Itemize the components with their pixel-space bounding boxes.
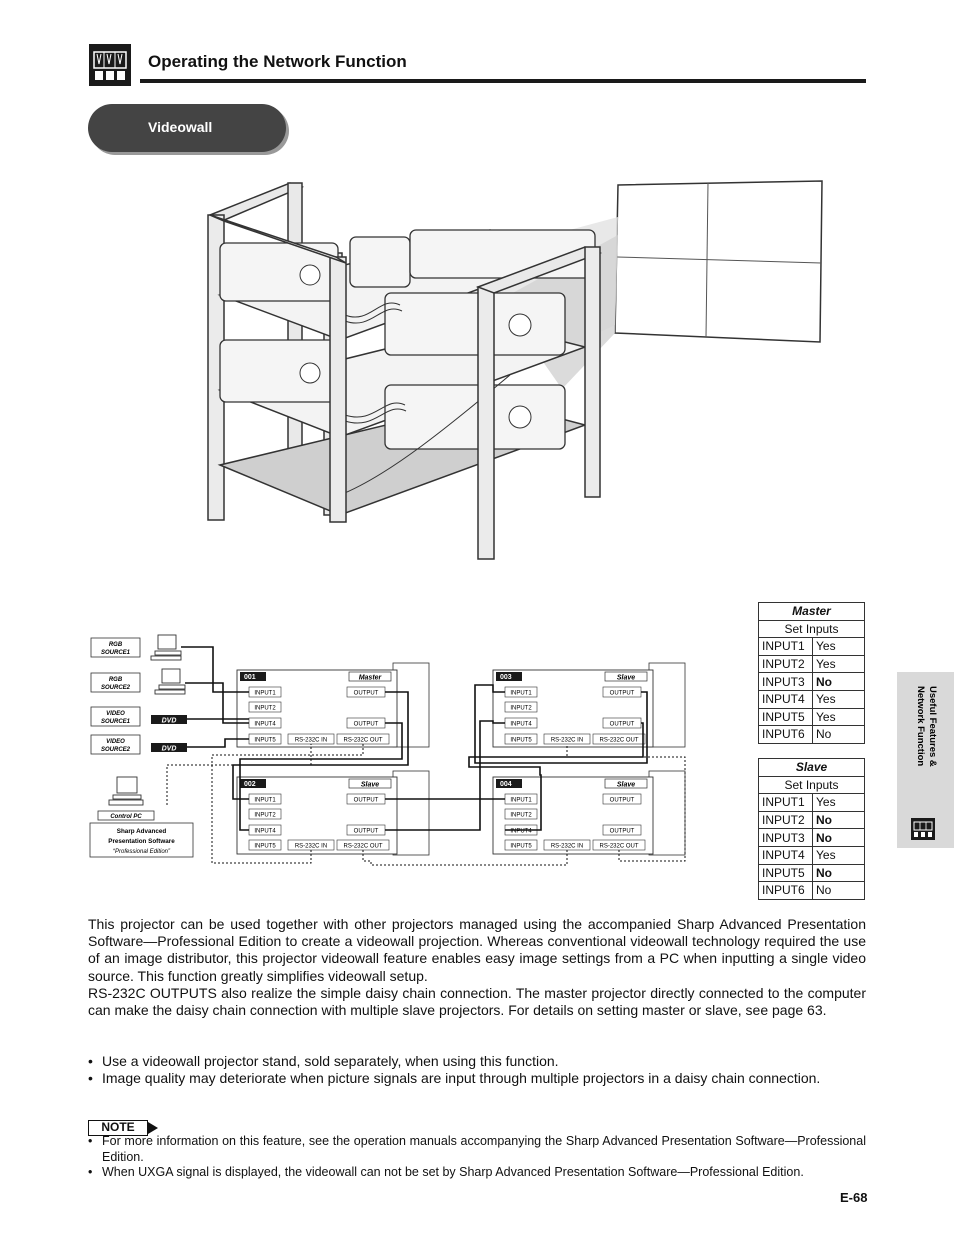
page-number: E-68 — [840, 1190, 868, 1205]
svg-text:Slave: Slave — [360, 781, 380, 789]
note-label: NOTE — [88, 1120, 148, 1136]
table-row: INPUT4 Yes — [759, 846, 865, 864]
svg-text:INPUT1: INPUT1 — [254, 797, 276, 804]
projector-003 — [493, 663, 685, 747]
svg-text:RS-232C OUT: RS-232C OUT — [599, 843, 639, 850]
source-video-2 — [91, 735, 140, 754]
svg-text:INPUT5: INPUT5 — [254, 737, 276, 744]
svg-text:RS-232C OUT: RS-232C OUT — [599, 737, 639, 744]
list-item: • Image quality may deteriorate when picture signals are input through multiple projectors in a daisy chain connection. — [88, 1070, 866, 1087]
software-label — [90, 823, 193, 857]
paragraph: RS-232C OUTPUTS also realize the simple daisy chain connection. The master projector directly connected to the computer can make the daisy chain connection with multiple slave projectors. For details on setting master or slave, see page 63. — [88, 984, 866, 1019]
svg-text:OUTPUT: OUTPUT — [353, 690, 379, 697]
section-label-text: Videowall — [148, 119, 213, 135]
svg-text:RS-232C IN: RS-232C IN — [550, 737, 584, 744]
svg-text:“Professional Edition”: “Professional Edition” — [112, 849, 171, 855]
svg-text:VIDEO: VIDEO — [106, 711, 125, 717]
svg-text:OUTPUT: OUTPUT — [353, 721, 379, 728]
note-arrow-icon — [148, 1122, 158, 1134]
source-video-1 — [91, 707, 140, 726]
dvd-player-icon — [151, 715, 187, 725]
svg-text:Useful Features &: Useful Features & — [927, 686, 938, 767]
svg-text:INPUT2: INPUT2 — [254, 812, 276, 819]
svg-text:INPUT4: INPUT4 — [510, 721, 532, 728]
svg-text:INPUT4: INPUT4 — [254, 828, 276, 835]
table-subheader: Set Inputs — [759, 776, 865, 794]
svg-text:INPUT2: INPUT2 — [254, 705, 276, 712]
connection-diagram — [85, 625, 705, 870]
svg-text:DVD: DVD — [161, 745, 177, 753]
svg-text:RGB: RGB — [108, 677, 123, 683]
table-row: INPUT2 No — [759, 811, 865, 829]
svg-text:INPUT2: INPUT2 — [510, 812, 532, 819]
svg-text:SOURCE1: SOURCE1 — [100, 719, 131, 725]
projector-001 — [237, 663, 429, 747]
svg-text:INPUT5: INPUT5 — [510, 737, 532, 744]
list-item: • When UXGA signal is displayed, the videowall can not be set by Sharp Advanced Presentation Software—Professional Edition. — [88, 1165, 866, 1181]
svg-text:002: 002 — [244, 781, 256, 788]
note-list — [88, 1134, 866, 1181]
table-row: INPUT3 No — [759, 673, 865, 691]
svg-text:INPUT1: INPUT1 — [254, 690, 276, 697]
source-rgb-1 — [91, 638, 140, 657]
svg-text:Presentation Software: Presentation Software — [108, 838, 175, 845]
table-row: INPUT1 Yes — [759, 638, 865, 656]
videowall-icon — [89, 44, 131, 86]
svg-text:RS-232C OUT: RS-232C OUT — [343, 843, 383, 850]
svg-text:VIDEO: VIDEO — [106, 739, 125, 745]
svg-text:Master: Master — [358, 674, 382, 682]
pc-icon — [151, 635, 181, 660]
svg-text:RS-232C IN: RS-232C IN — [294, 843, 328, 850]
table-row: INPUT2 Yes — [759, 655, 865, 673]
videowall-stand-illustration — [190, 175, 830, 570]
bullet-list — [88, 1053, 866, 1087]
svg-text:RS-232C IN: RS-232C IN — [550, 843, 584, 850]
svg-text:RGB: RGB — [108, 642, 123, 648]
paragraph: This projector can be used together with other projectors managed using the accompanied Sharp Advanced Presentation Software—Professional Edition to create a videowall projection. Whereas conventional videowall technology required the use of an image distributor, this projector videowall feature enables easy image settings from a PC when inputting a single video source. This function greatly simplifies videowall setup. — [88, 916, 866, 984]
chapter-tab-label — [902, 680, 946, 810]
svg-text:RS-232C IN: RS-232C IN — [294, 737, 328, 744]
videowall-icon — [911, 818, 935, 840]
svg-text:SOURCE2: SOURCE2 — [100, 685, 131, 691]
svg-text:OUTPUT: OUTPUT — [609, 690, 635, 697]
pc-icon — [155, 669, 185, 694]
svg-text:Slave: Slave — [616, 674, 636, 682]
svg-text:Network Function: Network Function — [915, 686, 926, 767]
svg-text:INPUT1: INPUT1 — [510, 797, 532, 804]
svg-text:Slave: Slave — [616, 781, 636, 789]
svg-text:Control PC: Control PC — [110, 814, 142, 820]
svg-text:RS-232C OUT: RS-232C OUT — [343, 737, 383, 744]
section-label — [88, 104, 286, 152]
svg-text:OUTPUT: OUTPUT — [609, 721, 635, 728]
source-rgb-2 — [91, 673, 140, 692]
svg-text:DVD: DVD — [161, 717, 177, 725]
control-pc-icon — [109, 777, 143, 805]
svg-text:INPUT1: INPUT1 — [510, 690, 532, 697]
header-rule — [140, 79, 866, 83]
slave-settings-table — [758, 758, 865, 900]
svg-text:INPUT5: INPUT5 — [254, 843, 276, 850]
list-item: • For more information on this feature, see the operation manuals accompanying the Sharp Advanced Presentation Software—Professional Edition. — [88, 1134, 866, 1165]
svg-text:OUTPUT: OUTPUT — [353, 828, 379, 835]
svg-text:Sharp Advanced: Sharp Advanced — [116, 828, 167, 835]
svg-text:004: 004 — [500, 781, 512, 788]
svg-text:INPUT2: INPUT2 — [510, 705, 532, 712]
svg-text:SOURCE2: SOURCE2 — [100, 747, 131, 753]
body-text — [88, 916, 866, 1019]
table-row: INPUT5 Yes — [759, 708, 865, 726]
svg-text:OUTPUT: OUTPUT — [609, 797, 635, 804]
chapter-tab — [897, 672, 954, 848]
master-settings-table — [758, 602, 865, 744]
page-title: Operating the Network Function — [148, 52, 407, 71]
svg-text:SOURCE1: SOURCE1 — [100, 650, 131, 656]
svg-text:INPUT4: INPUT4 — [510, 828, 532, 835]
projector-004 — [493, 771, 685, 855]
projector-002 — [237, 771, 429, 855]
svg-text:001: 001 — [244, 674, 256, 681]
table-caption: Slave — [759, 759, 865, 777]
table-row: INPUT3 No — [759, 829, 865, 847]
svg-text:OUTPUT: OUTPUT — [353, 797, 379, 804]
table-row: INPUT6 No — [759, 882, 865, 900]
table-caption: Master — [759, 603, 865, 621]
table-row: INPUT4 Yes — [759, 690, 865, 708]
svg-text:003: 003 — [500, 674, 512, 681]
table-row: INPUT6 No — [759, 726, 865, 744]
control-pc-label — [98, 811, 154, 820]
svg-text:INPUT4: INPUT4 — [254, 721, 276, 728]
table-row: INPUT1 Yes — [759, 794, 865, 812]
dvd-player-icon — [151, 743, 187, 753]
svg-text:OUTPUT: OUTPUT — [609, 828, 635, 835]
svg-text:INPUT5: INPUT5 — [510, 843, 532, 850]
list-item: • Use a videowall projector stand, sold separately, when using this function. — [88, 1053, 866, 1070]
table-row: INPUT5 No — [759, 864, 865, 882]
table-subheader: Set Inputs — [759, 620, 865, 638]
